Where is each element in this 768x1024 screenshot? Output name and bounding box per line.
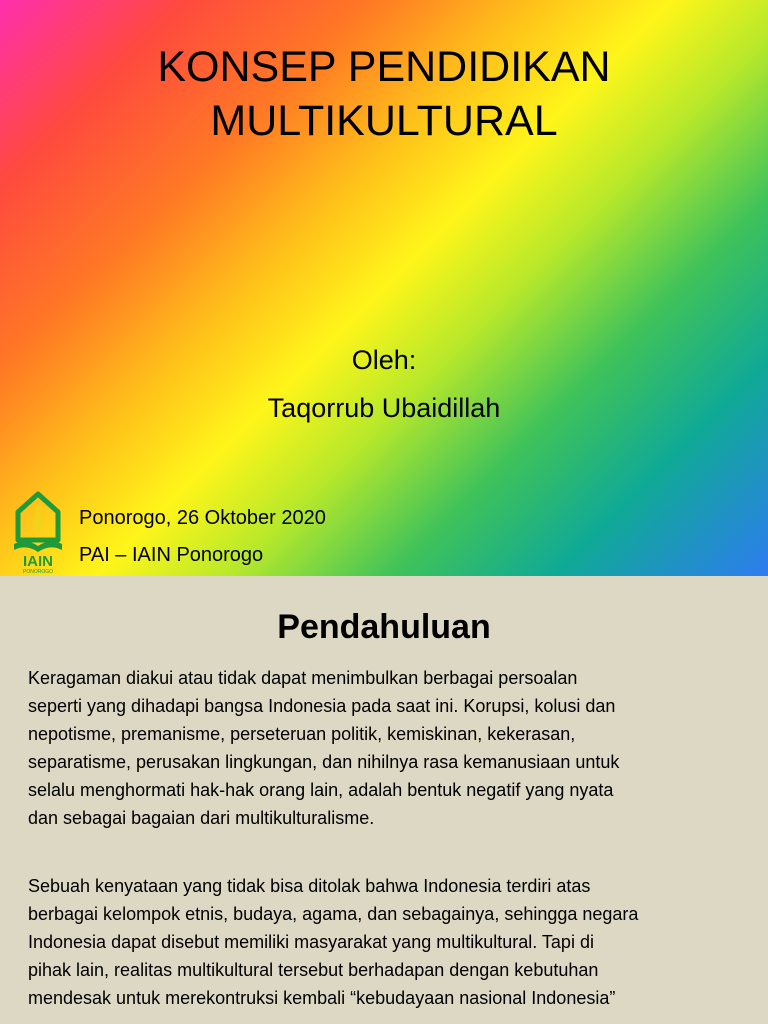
paragraph-line: Sebuah kenyataan yang tidak bisa ditolak bahwa Indonesia terdiri atas <box>28 876 591 896</box>
paragraph-line: separatisme, perusakan lingkungan, dan nihilnya rasa kemanusiaan untuk <box>28 752 620 772</box>
content-slide <box>0 576 768 1024</box>
byline <box>0 336 768 432</box>
paragraph-1 <box>28 664 748 832</box>
paragraph-line: seperti yang dihadapi bangsa Indonesia pada saat ini. Korupsi, kolusi dan <box>28 696 616 716</box>
paragraph-line: berbagai kelompok etnis, budaya, agama, dan sebagainya, sehingga negara <box>28 904 639 924</box>
author-name: Taqorrub Ubaidillah <box>267 393 501 423</box>
paragraph-line: Keragaman diakui atau tidak dapat menimbulkan berbagai persoalan <box>28 668 578 688</box>
paragraph-2 <box>28 872 748 1012</box>
byline-label: Oleh: <box>351 345 417 375</box>
place-date: Ponorogo, 26 Oktober 2020 <box>79 507 326 529</box>
institution: PAI – IAIN Ponorogo <box>79 544 264 566</box>
paragraph-line: Indonesia dapat disebut memiliki masyarakat yang multikultural. Tapi di <box>28 932 594 952</box>
section-heading: Pendahuluan <box>277 608 491 646</box>
iain-logo <box>8 490 68 574</box>
paragraph-line: mendesak untuk merekontruksi kembali “kebudayaan nasional Indonesia” <box>28 988 616 1008</box>
paragraph-line: nepotisme, premanisme, perseteruan politik, kemiskinan, kekerasan, <box>28 724 576 744</box>
presentation-title <box>0 40 768 148</box>
paragraph-line: pihak lain, realitas multikultural tersebut berhadapan dengan kebutuhan <box>28 960 599 980</box>
title-footer <box>79 500 326 574</box>
paragraph-line: dan sebagai bagaian dari multikulturalisme. <box>28 808 375 828</box>
title-line: KONSEP PENDIDIKAN <box>157 43 611 91</box>
title-line: MULTIKULTURAL <box>210 97 558 145</box>
logo-wordmark: IAIN <box>23 553 53 570</box>
logo-subtext: PONOROGO <box>22 569 54 574</box>
paragraph-line: selalu menghormati hak-hak orang lain, adalah bentuk negatif yang nyata <box>28 780 614 800</box>
